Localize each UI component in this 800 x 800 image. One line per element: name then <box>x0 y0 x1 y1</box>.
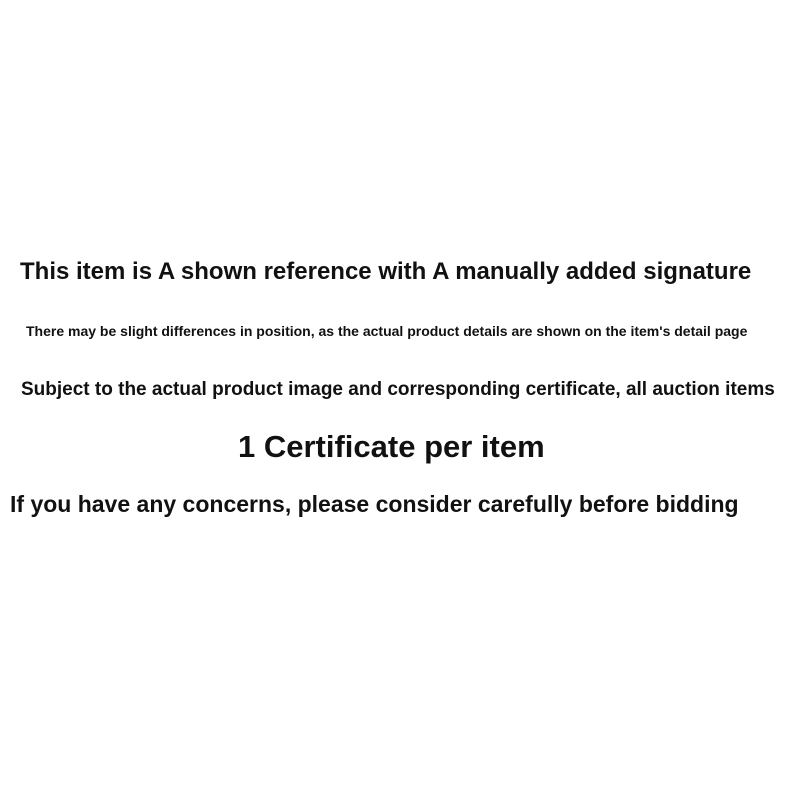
reference-signature-notice: This item is A shown reference with A manually added signature <box>20 258 752 285</box>
position-difference-note: There may be slight differences in position, as the actual product details are shown on the item's detail page <box>26 323 748 339</box>
bidding-caution-note: If you have any concerns, please consider carefully before bidding <box>10 491 739 517</box>
subject-to-actual-note: Subject to the actual product image and corresponding certificate, all auction items <box>21 379 775 400</box>
certificate-per-item-heading: 1 Certificate per item <box>238 429 545 464</box>
